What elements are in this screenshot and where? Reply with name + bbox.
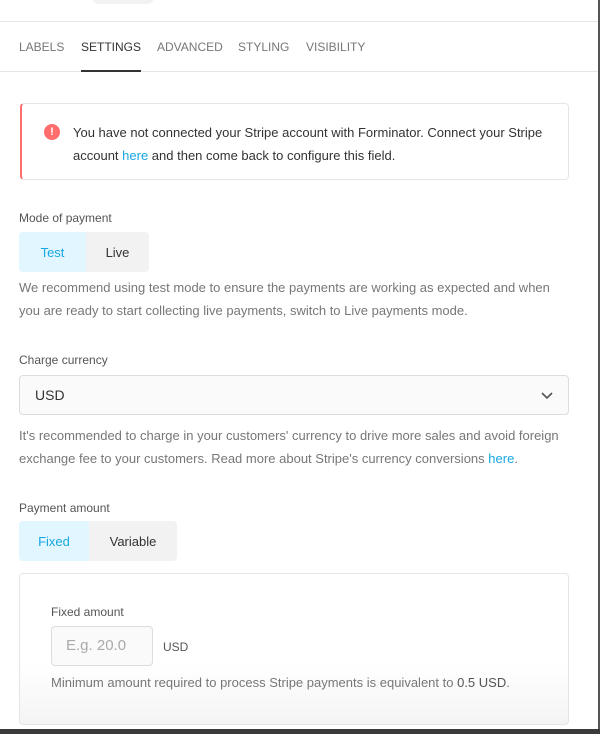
amount-fixed-button[interactable]: Fixed bbox=[19, 521, 89, 561]
fixed-amount-input[interactable]: E.g. 20.0 bbox=[51, 626, 153, 666]
currency-help-end: . bbox=[514, 450, 518, 466]
tab-advanced[interactable]: ADVANCED bbox=[157, 40, 223, 54]
notice-link[interactable]: here bbox=[122, 148, 149, 163]
amount-label: Payment amount bbox=[19, 501, 110, 515]
amount-variable-button[interactable]: Variable bbox=[89, 521, 177, 561]
top-pill bbox=[92, 0, 154, 4]
currency-unit: USD bbox=[163, 640, 189, 654]
min-note-end: . bbox=[506, 675, 510, 690]
tab-styling[interactable]: STYLING bbox=[238, 40, 290, 54]
bottom-bar bbox=[0, 729, 600, 734]
tab-settings[interactable]: SETTINGS bbox=[81, 40, 142, 54]
currency-value: USD bbox=[35, 387, 65, 403]
currency-help-text: It's recommended to charge in your customers' currency to drive more sales and avoid foreign exchange fee to your customers. Read more about Stripe's currency conversions bbox=[19, 428, 559, 466]
fixed-amount-panel bbox=[19, 573, 569, 725]
minimum-amount-note bbox=[51, 672, 551, 695]
mode-toggle bbox=[19, 232, 149, 272]
tab-bar bbox=[0, 22, 598, 72]
error-icon: ! bbox=[44, 124, 60, 140]
mode-description: We recommend using test mode to ensure the payments are working as expected and when you are ready to start collecting live payments, switch to Live payments mode. bbox=[19, 280, 550, 318]
amount-toggle bbox=[19, 521, 177, 561]
currency-label: Charge currency bbox=[19, 353, 108, 367]
min-value: 0.5 USD bbox=[457, 675, 507, 690]
mode-test-button[interactable]: Test bbox=[19, 232, 86, 272]
mode-label: Mode of payment bbox=[19, 211, 112, 225]
chevron-down-icon bbox=[541, 387, 553, 403]
currency-select[interactable] bbox=[19, 375, 569, 415]
notice-text-end: and then come back to configure this field. bbox=[148, 148, 396, 163]
mode-live-button[interactable]: Live bbox=[86, 232, 149, 272]
currency-help bbox=[19, 425, 574, 470]
min-note-text: Minimum amount required to process Stripe payments is equivalent to bbox=[51, 675, 458, 690]
tab-visibility[interactable]: VISIBILITY bbox=[306, 40, 366, 54]
fixed-amount-label: Fixed amount bbox=[51, 605, 124, 619]
currency-help-link[interactable]: here bbox=[488, 450, 515, 466]
notice-text: You have not connected your Stripe account with Forminator. Connect your Stripe account bbox=[73, 125, 543, 163]
tab-labels[interactable]: LABELS bbox=[19, 40, 65, 54]
stripe-notice bbox=[20, 103, 569, 180]
